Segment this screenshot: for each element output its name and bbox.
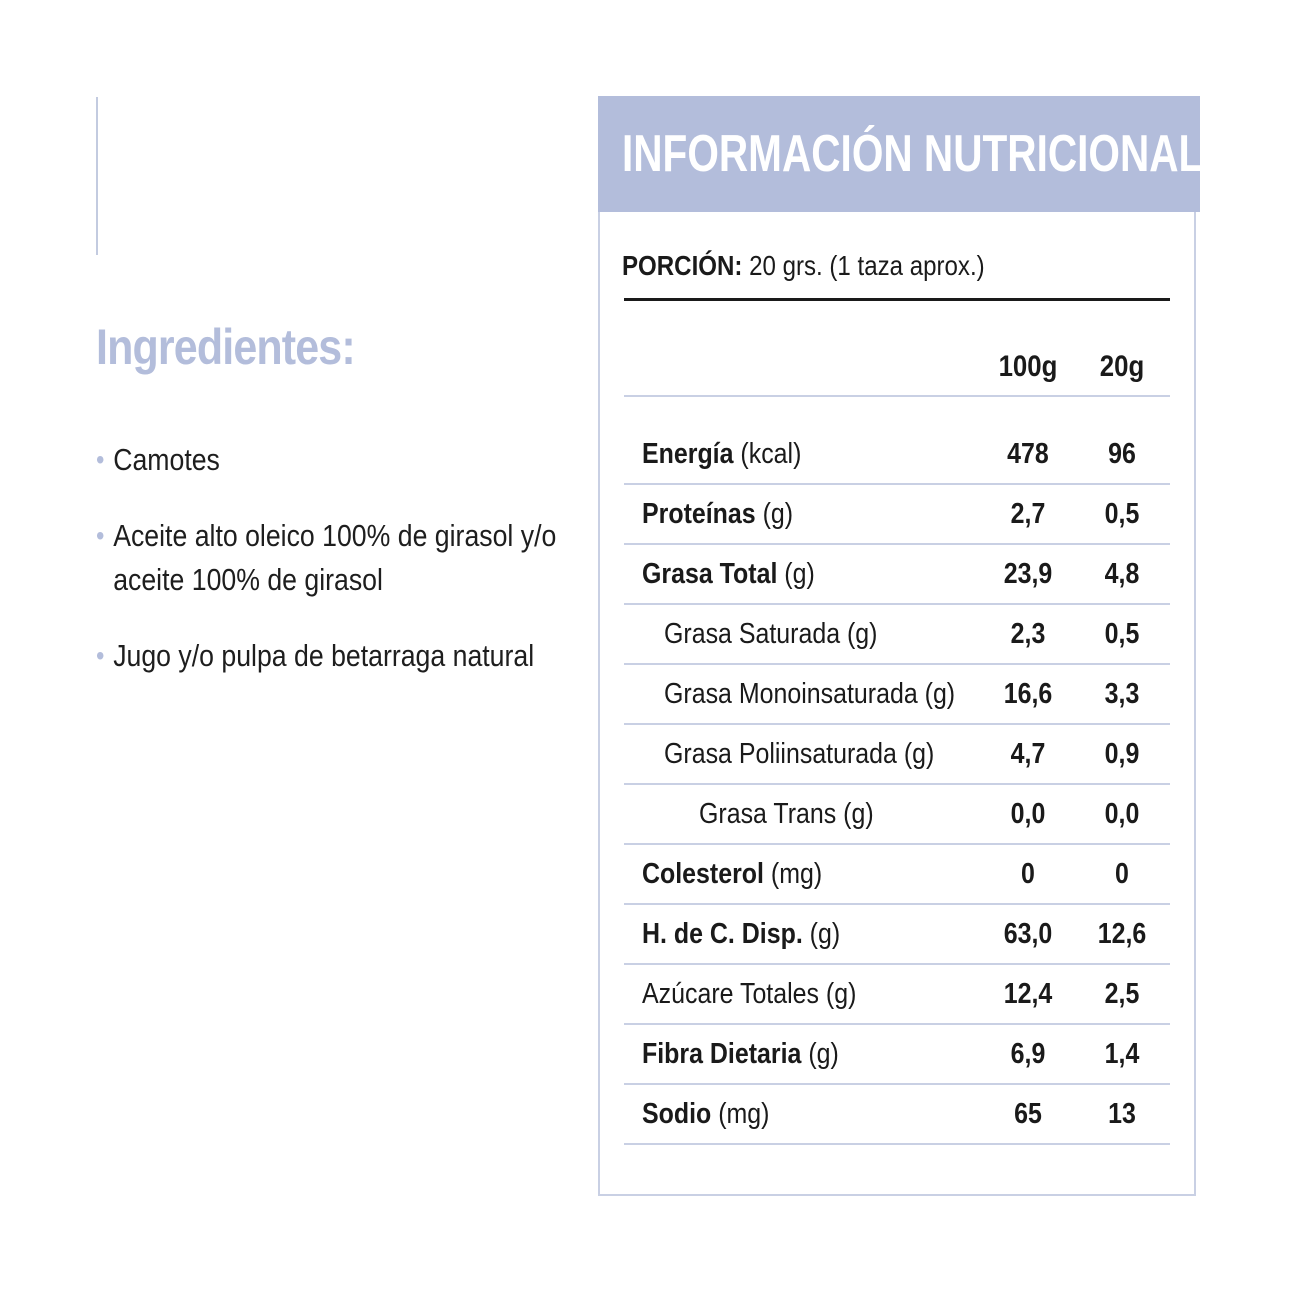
row-label — [642, 975, 856, 1013]
ingredient-text: Camotes — [113, 442, 220, 477]
nutrient-unit: (g) — [843, 798, 874, 830]
value-100g: 12,4 — [1003, 978, 1053, 1010]
table-row — [624, 1025, 1170, 1085]
nutrition-panel — [598, 96, 1204, 1196]
table-row — [624, 785, 1170, 845]
nutrient-unit: (g) — [825, 978, 857, 1010]
value-20g: 2,5 — [1104, 978, 1140, 1010]
nutrient-unit: (g) — [924, 678, 956, 710]
value-100g: 65 — [1014, 1098, 1042, 1130]
value-20g: 96 — [1108, 438, 1136, 470]
bullet-icon: • — [96, 520, 105, 551]
table-row — [624, 845, 1170, 905]
nutrient-name: Proteínas — [642, 498, 756, 530]
row-label — [642, 1035, 839, 1073]
bullet-icon: • — [96, 640, 105, 671]
table-row — [624, 425, 1170, 485]
portion-value: 20 grs. (1 taza aprox.) — [749, 250, 985, 281]
row-label — [642, 495, 793, 533]
nutrient-unit: (kcal) — [740, 438, 802, 470]
value-20g: 0,9 — [1104, 738, 1140, 770]
table-row — [624, 545, 1170, 605]
row-label — [642, 1095, 769, 1133]
nutrient-name: Colesterol — [642, 858, 764, 890]
nutrient-name: Grasa Total — [642, 558, 778, 590]
value-20g: 12,6 — [1097, 918, 1147, 950]
nutrient-unit: (g) — [762, 498, 794, 530]
nutrient-unit: (g) — [784, 558, 815, 590]
value-20g: 13 — [1108, 1098, 1136, 1130]
value-20g: 0,5 — [1104, 618, 1140, 650]
nutrient-name: Fibra Dietaria — [642, 1038, 802, 1070]
ingredient-text: Jugo y/o pulpa de betarraga natural — [113, 638, 535, 673]
row-label — [642, 555, 815, 593]
nutrient-name: Grasa Poliinsaturada — [664, 738, 897, 770]
portion-label: PORCIÓN: — [622, 250, 743, 281]
ingredient-item — [96, 514, 595, 602]
row-label — [642, 915, 840, 953]
nutrient-unit: (mg) — [718, 1098, 770, 1130]
nutrient-unit: (g) — [808, 1038, 839, 1070]
value-20g: 3,3 — [1104, 678, 1140, 710]
nutrient-name: Grasa Monoinsaturada — [664, 678, 918, 710]
table-row — [624, 725, 1170, 785]
row-label — [699, 795, 874, 833]
nutrient-name: Energía — [642, 438, 734, 470]
value-100g: 63,0 — [1003, 918, 1053, 950]
value-20g: 1,4 — [1104, 1038, 1140, 1070]
value-100g: 0 — [1021, 858, 1035, 890]
header-divider — [624, 395, 1170, 397]
ingredients-title: Ingredientes: — [96, 319, 355, 375]
nutrient-name: H. de C. Disp. — [642, 918, 803, 950]
table-row — [624, 485, 1170, 545]
column-header-20g: 20g — [1099, 350, 1145, 383]
value-20g: 4,8 — [1104, 558, 1140, 590]
value-100g: 4,7 — [1010, 738, 1046, 770]
table-row — [624, 665, 1170, 725]
value-20g: 0,5 — [1104, 498, 1140, 530]
nutrient-unit: (g) — [847, 618, 878, 650]
table-row — [624, 1085, 1170, 1145]
table-row — [624, 605, 1170, 665]
nutrient-name: Sodio — [642, 1098, 712, 1130]
row-label — [664, 735, 934, 773]
nutrition-title: INFORMACIÓN NUTRICIONAL — [622, 125, 1204, 183]
value-100g: 478 — [1007, 438, 1049, 470]
portion-divider — [624, 298, 1170, 301]
value-20g: 0,0 — [1104, 798, 1140, 830]
value-100g: 16,6 — [1003, 678, 1053, 710]
ingredient-item — [96, 634, 595, 678]
ingredients-list — [96, 438, 596, 710]
value-100g: 0,0 — [1010, 798, 1046, 830]
nutrient-unit: (mg) — [770, 858, 823, 890]
table-row — [624, 905, 1170, 965]
row-label — [664, 615, 877, 653]
row-label — [664, 675, 955, 713]
row-label — [642, 435, 801, 473]
nutrition-header — [598, 96, 1204, 212]
value-100g: 6,9 — [1010, 1038, 1046, 1070]
portion-line — [622, 250, 985, 282]
ingredient-text: Aceite alto oleico 100% de girasol y/o aceite 100% de girasol — [113, 518, 557, 597]
value-100g: 23,9 — [1003, 558, 1053, 590]
row-label — [642, 855, 822, 893]
nutrient-name: Grasa Trans — [699, 798, 837, 830]
nutrition-table — [624, 425, 1170, 1145]
nutrient-name: Azúcare Totales — [642, 978, 819, 1010]
value-100g: 2,7 — [1010, 498, 1046, 530]
left-divider — [96, 97, 98, 255]
nutrient-unit: (g) — [903, 738, 935, 770]
value-100g: 2,3 — [1010, 618, 1046, 650]
nutrient-unit: (g) — [809, 918, 841, 950]
bullet-icon: • — [96, 444, 105, 475]
ingredient-item — [96, 438, 595, 482]
nutrient-name: Grasa Saturada — [664, 618, 841, 650]
value-20g: 0 — [1115, 858, 1129, 890]
column-header-100g: 100g — [998, 350, 1058, 383]
table-row — [624, 965, 1170, 1025]
